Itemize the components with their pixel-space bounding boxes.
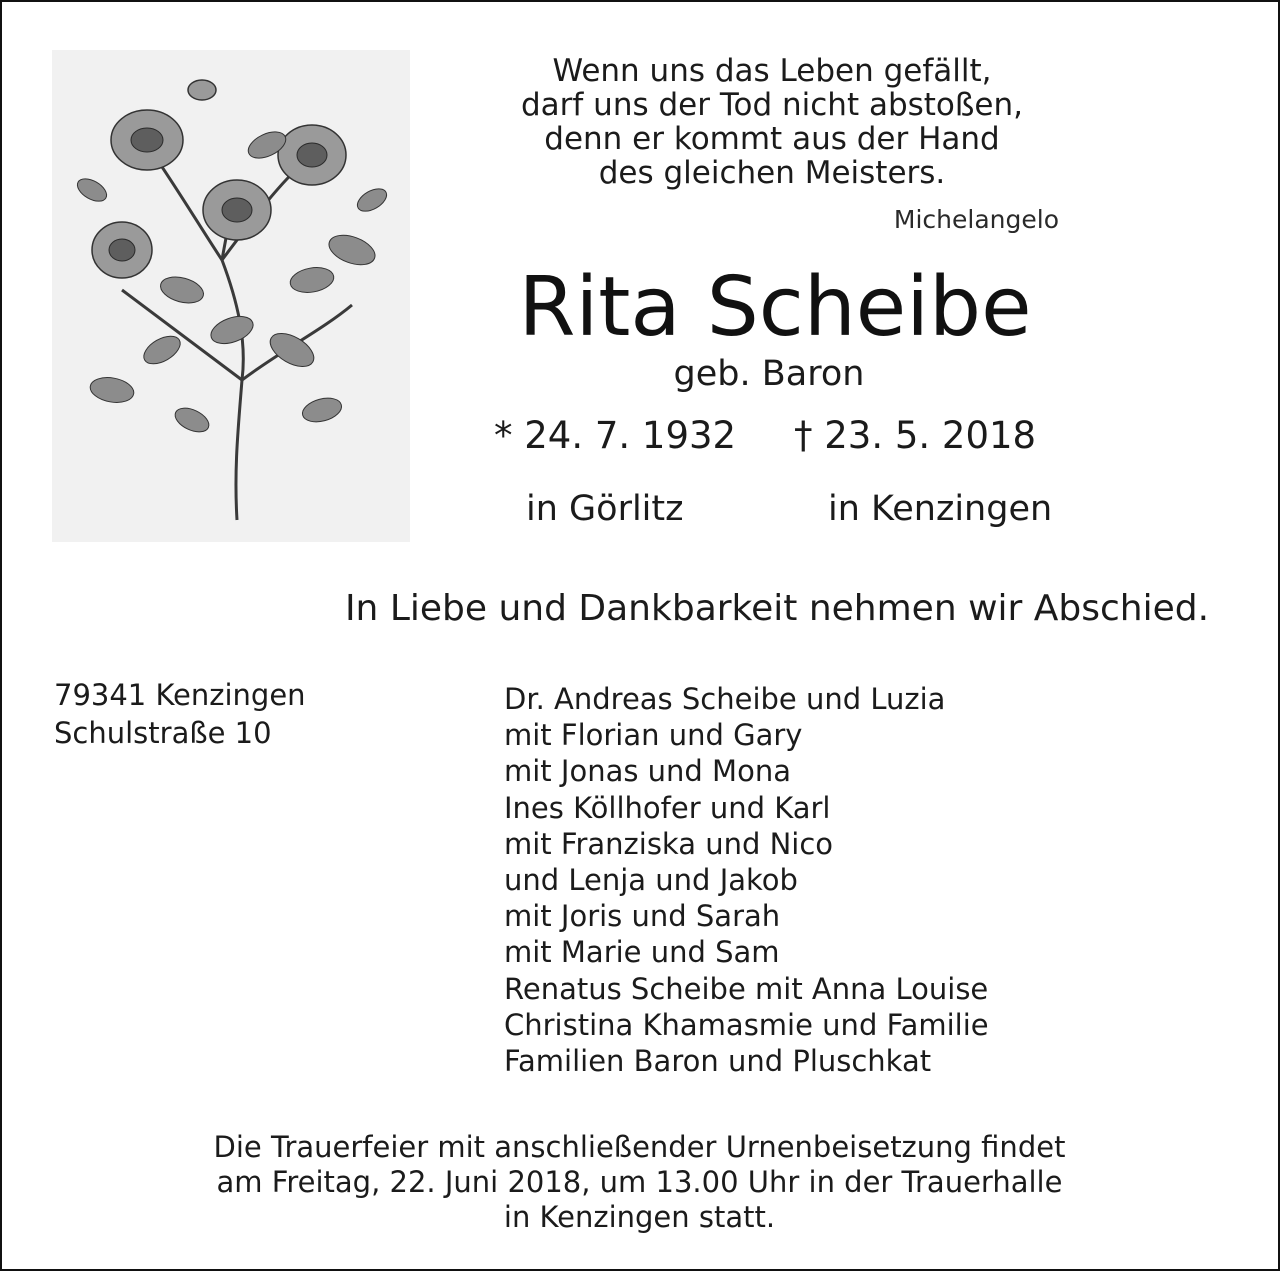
family-line: Familien Baron und Pluschkat <box>504 1044 932 1079</box>
family-list <box>504 681 989 1079</box>
death-date: † 23. 5. 2018 <box>794 414 1037 457</box>
birth-name: geb. Baron <box>673 354 865 394</box>
family-line: Christina Khamasmie und Familie <box>504 1007 989 1042</box>
service-line: am Freitag, 22. Juni 2018, um 13.00 Uhr in der Trauerhalle <box>216 1165 1063 1199</box>
quote-line: darf uns der Tod nicht abstoßen, <box>520 87 1023 123</box>
address-street: Schulstraße 10 <box>54 716 272 750</box>
family-line: und Lenja und Jakob <box>504 863 798 898</box>
birth-date: * 24. 7. 1932 <box>494 414 737 457</box>
service-line: in Kenzingen statt. <box>503 1200 776 1234</box>
quote <box>442 54 1102 190</box>
quote-line: des gleichen Meisters. <box>598 155 946 191</box>
family-line: Renatus Scheibe mit Anna Louise <box>504 971 989 1006</box>
service-line: Die Trauerfeier mit anschließender Urnenbeisetzung findet <box>213 1130 1066 1164</box>
farewell-text: In Liebe und Dankbarkeit nehmen wir Abschied. <box>344 588 1210 629</box>
address-block <box>54 676 306 752</box>
quote-line: Wenn uns das Leben gefällt, <box>552 53 992 89</box>
deceased-name: Rita Scheibe <box>518 260 1032 355</box>
quote-author: Michelangelo <box>893 205 1059 234</box>
rose-illustration <box>52 50 410 542</box>
family-line: Ines Köllhofer und Karl <box>504 790 831 825</box>
death-place: in Kenzingen <box>828 489 1053 529</box>
family-line: mit Joris und Sarah <box>504 899 781 934</box>
family-line: mit Florian und Gary <box>504 718 803 753</box>
family-line: mit Jonas und Mona <box>504 754 791 789</box>
address-city: 79341 Kenzingen <box>54 678 306 712</box>
family-line: mit Marie und Sam <box>504 935 780 970</box>
birth-place: in Görlitz <box>526 489 684 529</box>
quote-line: denn er kommt aus der Hand <box>544 121 1000 157</box>
family-line: mit Franziska und Nico <box>504 826 834 861</box>
family-line: Dr. Andreas Scheibe und Luzia <box>504 682 946 716</box>
service-info <box>102 1130 1177 1235</box>
